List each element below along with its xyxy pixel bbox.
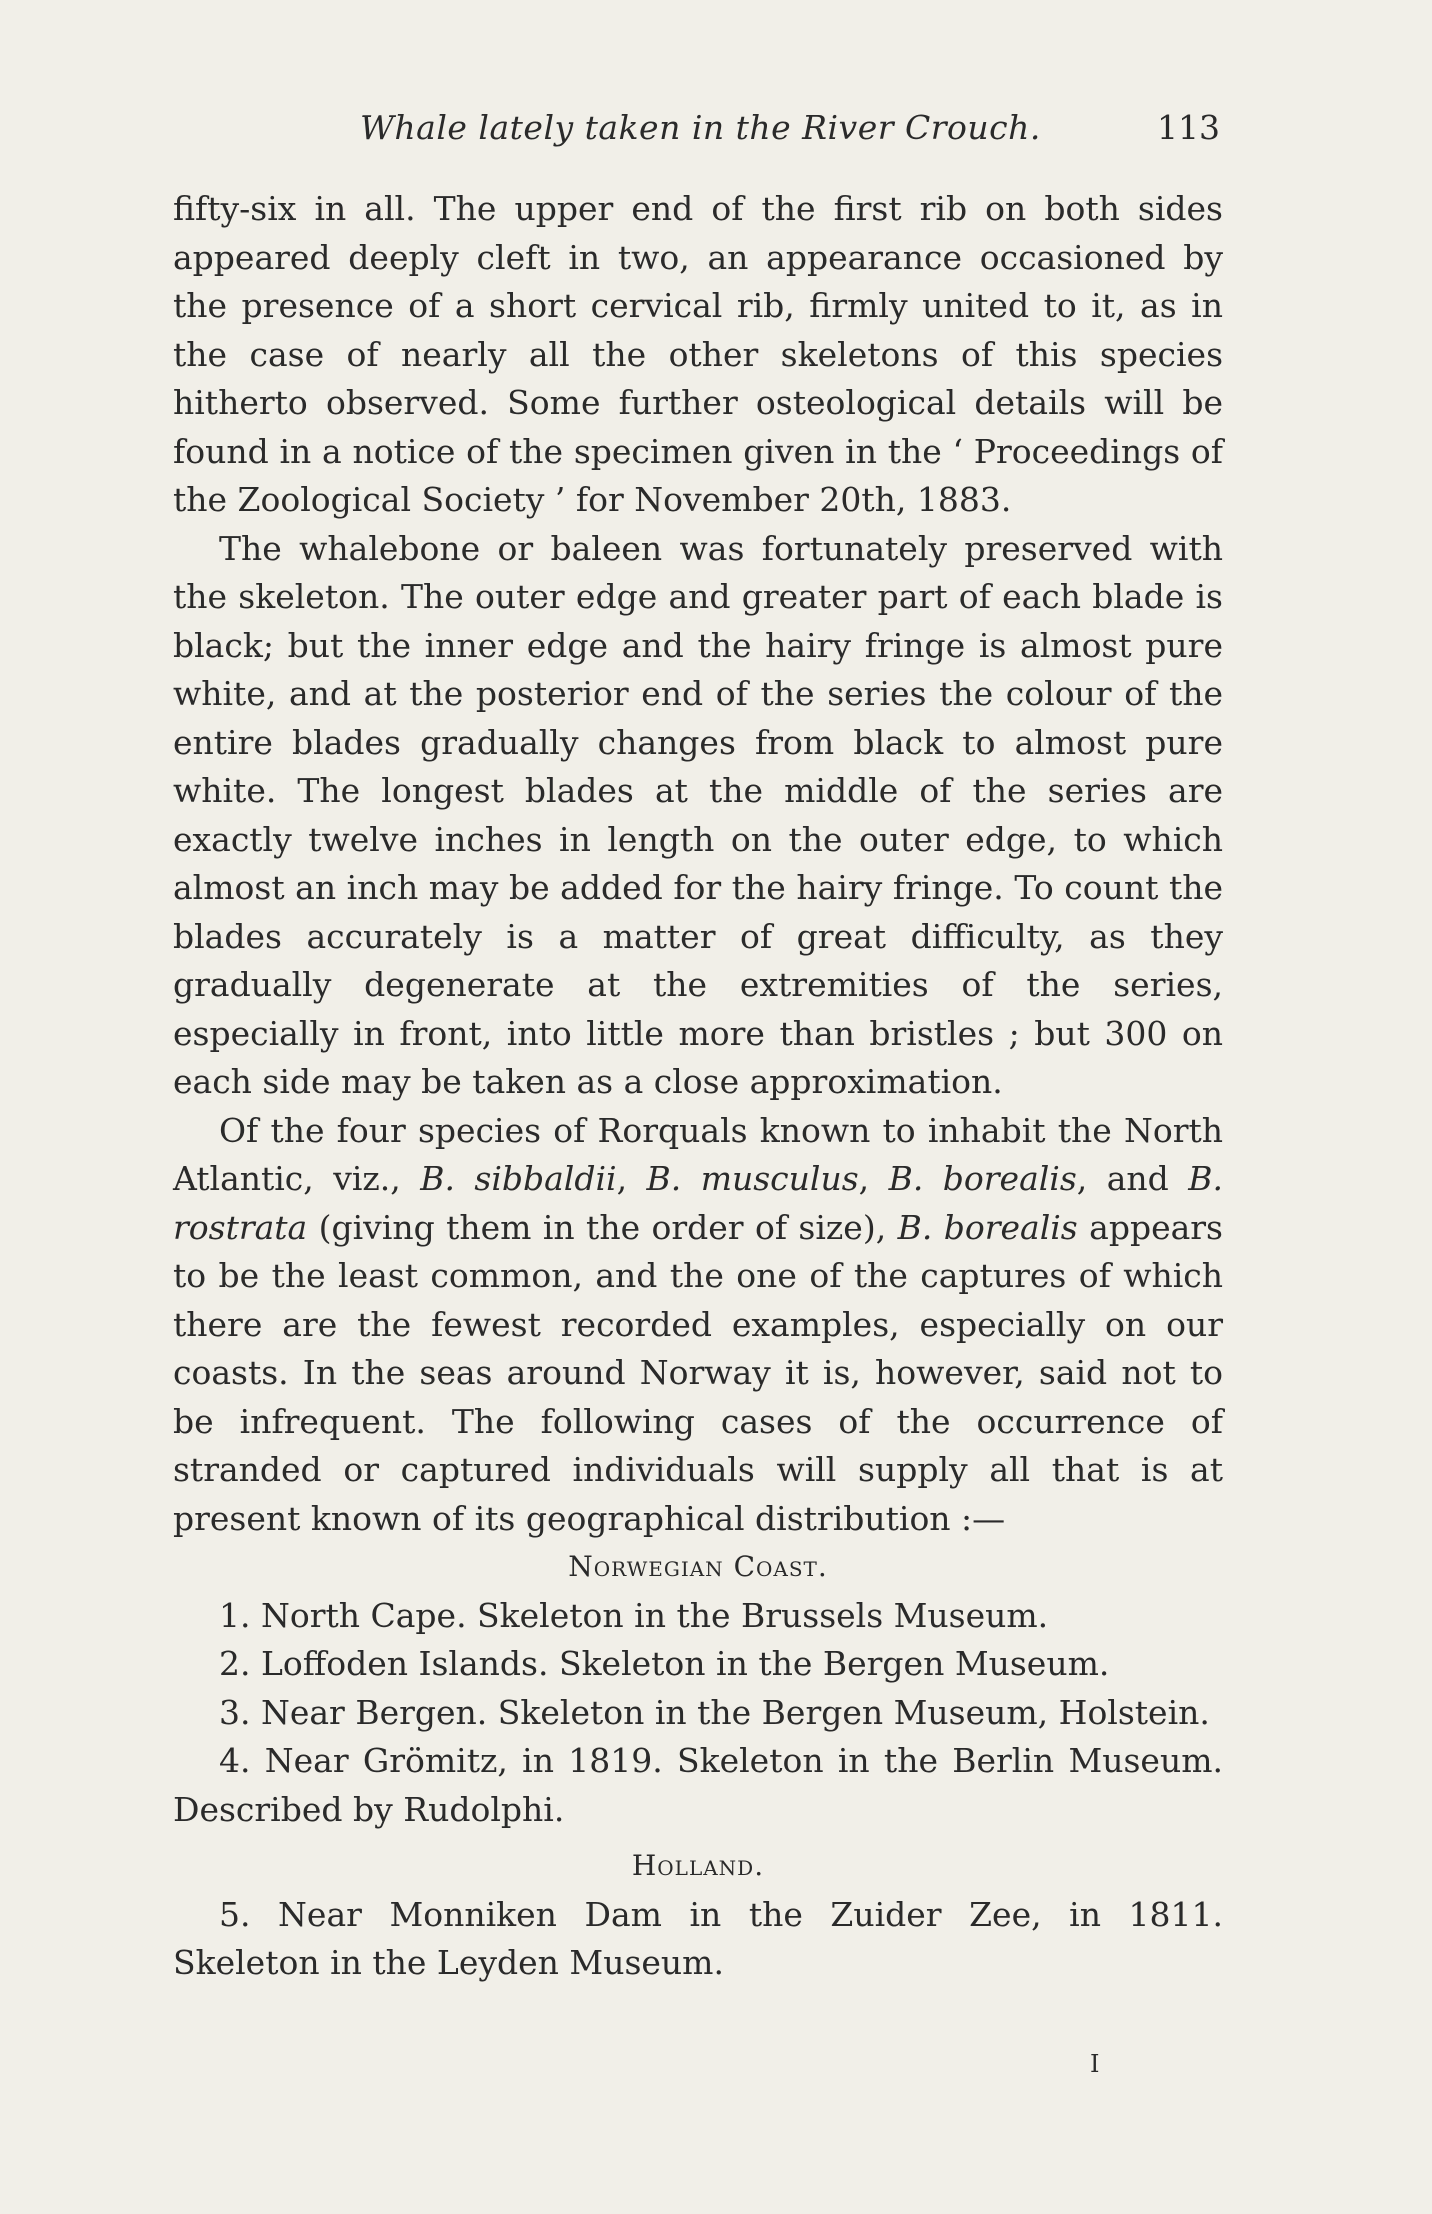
page-number: 113 — [1157, 108, 1220, 147]
paragraph: fifty-six in all. The upper end of the first rib on both sides appeared deeply cleft in two, an appearance occasioned by the presence of a short cervical rib, firmly united to it, as in the case of nearly all the other skeletons of this species hitherto observed. Some further osteological details will be found in a notice of the specimen given in the ‘ Proceedings of the Zoological Society ’ for November 20th, 1883. — [173, 189, 1223, 519]
text-run: , — [858, 1159, 870, 1198]
list-item: 1. North Cape. Skeleton in the Brussels Museum. — [219, 1595, 1049, 1635]
paragraph — [173, 1107, 1223, 1544]
text-run: appears to be the least common, and the one of the captures of which there are the fewest recorded examples, especially on our coasts. In the seas around Norway it is, however, said not to be infrequent. The following cases of the occurrence of stranded or captured individuals will supply all that is at present known of its geographical distribution :— — [173, 1207, 1223, 1538]
body-text — [173, 185, 1223, 1988]
text-run: Of the four species of Rorquals known to inhabit the North Atlantic, viz., — [173, 1110, 1223, 1198]
text-run: , — [616, 1159, 628, 1198]
text-run: (giving them in the order of size), — [318, 1207, 887, 1247]
signature-mark: I — [1090, 2050, 1100, 2078]
list-item: 5. Near Monniken Dam in the Zuider Zee, in 1811. Skeleton in the Leyden Museum. — [173, 1894, 1223, 1982]
species-name: B. musculus — [646, 1159, 859, 1198]
species-name: B. borealis — [897, 1207, 1078, 1247]
section-heading: Norwegian Coast. — [568, 1550, 828, 1583]
paragraph: The whalebone or baleen was fortunately preserved with the skeleton. The outer edge and greater part of each blade is black; but the inner edge and the hairy fringe is almost pure white, and at the posterior end of the series the colour of the entire blades gradually changes from black to almost pure white. The longest blades at the middle of the series are exactly twelve inches in length on the outer edge, to which almost an inch may be added for the hairy fringe. To count the blades accurately is a matter of great difficulty, as they gradually degenerate at the extremities of the series, especially in front, into little more than bristles ; but 300 on each side may be taken as a close approximation. — [173, 528, 1223, 1101]
list-item: 3. Near Bergen. Skeleton in the Bergen Museum, Holstein. — [219, 1692, 1210, 1732]
species-name: B. borealis — [888, 1159, 1077, 1198]
list-item: 2. Loffoden Islands. Skeleton in the Bergen Museum. — [219, 1644, 1110, 1683]
running-title: Whale lately taken in the River Crouch. — [360, 108, 1041, 147]
section-heading: Holland. — [631, 1849, 765, 1882]
species-name: B. rostrata — [173, 1159, 1223, 1247]
list-item: 4. Near Grömitz, in 1819. Skeleton in the Berlin Museum. Described by Rudolphi. — [173, 1741, 1223, 1829]
page-header — [360, 108, 1220, 158]
text-run: , and — [1076, 1159, 1169, 1198]
species-name: B. sibbaldii — [420, 1159, 617, 1198]
